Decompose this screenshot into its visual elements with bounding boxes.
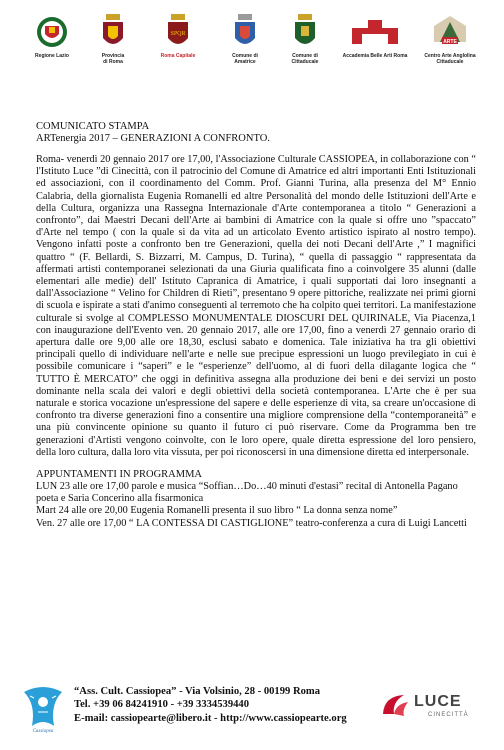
appointments-title: APPUNTAMENTI IN PROGRAMMA (36, 469, 203, 481)
logo-caption: Centro Arte Anglolina Cittaducale (424, 53, 476, 65)
regione-lazio-logo (26, 12, 78, 59)
amatrice-shield-icon (232, 12, 258, 52)
amatrice-logo (222, 12, 268, 65)
appointment-item: Mart 24 alle ore 20,00 Eugenia Romanelli presenta il suo libro “ La donna senza nome” (36, 505, 398, 517)
luce-swirl-icon (380, 692, 410, 720)
centro-arte-mark-text: ARTE (443, 39, 457, 45)
luce-subtitle: CINECITTÀ (428, 712, 469, 718)
cassiopea-logo-text: Cassiopea (32, 729, 54, 734)
accademia-belle-arti-logo (340, 12, 410, 59)
press-release (36, 121, 476, 530)
cittaducale-shield-icon (292, 12, 318, 52)
logo-strip (26, 12, 482, 72)
provincia-shield-icon (100, 12, 126, 52)
centro-arte-mark-icon (428, 12, 472, 52)
accademia-arch-icon (350, 12, 400, 52)
appointments-list (36, 481, 476, 530)
document-subheading: ARTenergia 2017 – GENERAZIONI A CONFRONTO. (36, 133, 270, 144)
logo-caption: Roma Capitale (160, 53, 196, 59)
appointment-item: LUN 23 alle ore 17,00 parole e musica “Soffian…Do…40 minuti d'estasi” recital di Antonella Pagano poeta e Saria Concerino alla fisarmonica (36, 481, 458, 505)
cittaducale-logo (280, 12, 330, 65)
footer-phone: Tel. +39 06 84241910 - +39 3334539440 (74, 699, 250, 711)
provincia-roma-logo (90, 12, 136, 65)
luce-cinecitta-logo (380, 690, 488, 724)
roma-capitale-shield-icon (165, 12, 191, 52)
regione-lazio-emblem-icon (35, 12, 69, 52)
appointment-item: Ven. 27 alle ore 17,00 “ LA CONTESSA DI CASTIGLIONE” teatro-conferenza a cura di Luigi Lancetti (36, 517, 467, 529)
logo-caption: Regione Lazio (35, 53, 69, 59)
document-body: Roma- venerdì 20 gennaio 2017 ore 17,00, l'Associazione Culturale CASSIOPEA, in collaborazione con “ l'Istituto Luce ”di Cinecittà, con il patrocinio del Comune di Amatrice ed altri importanti Enti Istituzionali ed associazioni, con il coordinamento del Comm. Prof. Gianni Turina, alla presenza del M° Ennio Calabria, della giornalista Eugenia Romanelli ed altre Personalità del mondo delle Istituzioni dell'Arte e della Cultura, organizza una Rassegna Internazionale d'Arte contemporanea a titolo “ Generazioni a confronto”, dai Maestri Decani dell'Arte ai bambini di Amatrice con la quale si offre uno ”spaccato” d'Arte nel tempo ( con la quale si da vita ad un articolato Evento artistico ispirato al nostro tempo). Vengono infatti poste a confronto ben tre Generazioni, quella dei noti Decani dell'Arte ,” I magnifici quattro “ (F. Bellardi, S. Bizzarri, M. Campus, D. Turina), “ quella di passaggio “ rappresentata da affermati artisti contemporanei selezionati da una Giuria qualificata fino a coinvolgere 35 alunni (dalle elementari alle medie) dell' Istituto Capranica di Amatrice, i quali supportati dai loro insegnanti a dall'Associazione “ Velino for Children di Rieti”, presentano 9 opere pittoriche, realizzate nei primi giorni di scuola e ispirate a stati d'animo conseguenti al terremoto che ha colpito quei territori. La manifestazione culturale si svolge al COMPLESSO MONUMENTALE DIOSCURI DEL QUIRINALE, Via Piacenza,1 con inaugurazione dell'Evento ven. 20 gennaio 2017, alle ore 17,00, fino a venerdì 27 gennaio orario di apertura dalle ore 9,00 alle ore 18,30, esclusi sabato e domenica. Tale iniziativa ha tra gli obiettivi principali quello di individuare nell'arte e nelle sue precipue espressioni un luogo previlegiato in cui è possibile comunicare i “saperi” e le “esperienze” dell'uomo, al di fuori della dilagante logica che “ TUTTO È MERCATO” che oggi in definitiva assegna alla produzione dei beni e dei servizi un posto dominante nella scala dei valori e degli obiettivi della società contemporanea. L'Arte che è per sua naturale e storica vocazione un'espressione del sapere e delle esperienze di vita, sa creare un'occasione di confronto tra diverse generazioni fino a consentire una migliore comprensione della “contemporaneità” e una più convincente opinione su quanto il futuro ci può riservare. Come da Programma ben tre generazioni d'Artisti vengono coinvolte, con le loro opere, quale diretta espressione del loro pensiero, della loro cultura, dalla loro vita vissuta, per poi riconoscersi in una dimensione diretta ed interpersonale. (36, 154, 476, 458)
logo-caption: Provincia di Roma (101, 53, 125, 65)
cassiopea-logo-icon (20, 682, 66, 734)
logo-caption: Comune di Cittaducale (291, 53, 319, 65)
logo-caption: Comune di Amatrice (232, 53, 258, 65)
roma-capitale-logo (148, 12, 208, 59)
footer-address: “Ass. Cult. Cassiopea” - Via Volsinio, 28 - 00199 Roma (74, 686, 321, 697)
footer-contact (74, 685, 347, 725)
svg-text:SPQR: SPQR (170, 31, 186, 37)
footer (20, 672, 490, 738)
centro-arte-logo (418, 12, 482, 65)
document-heading: COMUNICATO STAMPA (36, 121, 150, 132)
logo-caption: Accademia Belle Arti Roma (342, 53, 408, 59)
footer-email-web: E-mail: cassiopearte@libero.it - http://www.cassiopearte.org (74, 712, 347, 724)
luce-wordmark: LUCE (414, 693, 462, 710)
